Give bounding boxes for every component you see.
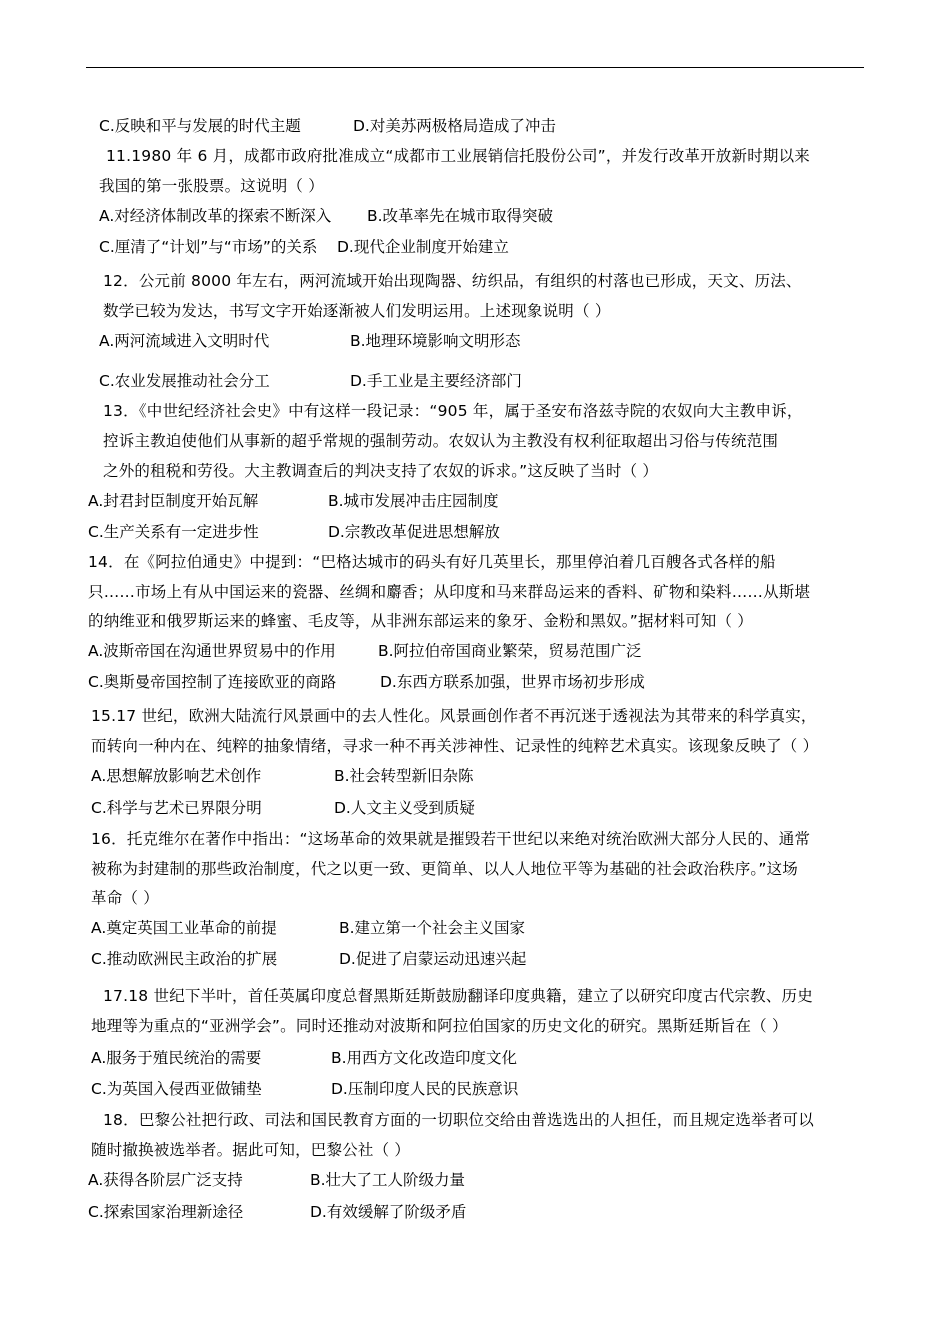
question-12-stem-line-2: 数学已较为发达，书写文字开始逐渐被人们发明运用。上述现象说明（ ）	[103, 302, 611, 320]
question-16-stem-line-1: 16．托克维尔在著作中指出：“这场革命的效果就是摧毁若干世纪以来绝对统治欧洲大部分人民的、通常	[91, 830, 811, 848]
option-b: B.壮大了工人阶级力量	[310, 1171, 466, 1189]
option-b: B.改革率先在城市取得突破	[367, 207, 554, 225]
question-14-stem-line-2: 只……市场上有从中国运来的瓷器、丝绸和麝香；从印度和马来群岛运来的香料、矿物和染料……从斯堪	[88, 583, 811, 601]
option-a: A.封君封臣制度开始瓦解	[88, 492, 259, 510]
option-b: B.阿拉伯帝国商业繁荣，贸易范围广泛	[378, 642, 642, 660]
option-c: C.奥斯曼帝国控制了连接欧亚的商路	[88, 673, 337, 691]
question-13-stem-line-3: 之外的租税和劳役。大主教调查后的判决支持了农奴的诉求。”这反映了当时（ ）	[103, 462, 659, 480]
question-11-stem-line-1: 11.1980 年 6 月，成都市政府批准成立“成都市工业展销信托股份公司”，并发行改革开放新时期以来	[106, 147, 811, 165]
question-14-stem-line-3: 的纳维亚和俄罗斯运来的蜂蜜、毛皮等，从非洲东部运来的象牙、金粉和黑奴。”据材料可知（ ）	[88, 612, 754, 630]
option-a: A.两河流域进入文明时代	[99, 332, 270, 350]
question-14-stem-line-1: 14．在《阿拉伯通史》中提到：“巴格达城市的码头有好几英里长，那里停泊着几百艘各式各样的船	[88, 553, 776, 571]
option-d: D.人文主义受到质疑	[334, 799, 475, 817]
option-d: D.压制印度人民的民族意识	[331, 1080, 519, 1098]
question-17-stem-line-1: 17.18 世纪下半叶，首任英属印度总督黑斯廷斯鼓励翻译印度典籍，建立了以研究印度古代宗教、历史	[103, 987, 813, 1005]
question-17-stem-line-2: 地理等为重点的“亚洲学会”。同时还推动对波斯和阿拉伯国家的历史文化的研究。黑斯廷斯旨在（ ）	[91, 1017, 788, 1035]
question-12-stem-line-1: 12．公元前 8000 年左右，两河流域开始出现陶器、纺织品，有组织的村落也已形成，天文、历法、	[103, 272, 802, 290]
option-d: D.对美苏两极格局造成了冲击	[353, 117, 556, 135]
question-16-stem-line-3: 革命（ ）	[91, 889, 159, 907]
option-d: D.现代企业制度开始建立	[337, 238, 509, 256]
question-18-stem-line-2: 随时撤换被选举者。据此可知，巴黎公社（ ）	[91, 1141, 411, 1159]
option-b: B.城市发展冲击庄园制度	[328, 492, 499, 510]
option-c: C.为英国入侵西亚做铺垫	[91, 1080, 262, 1098]
option-b: B.用西方文化改造印度文化	[331, 1049, 518, 1067]
option-d: D.宗教改革促进思想解放	[328, 523, 500, 541]
option-b: B.建立第一个社会主义国家	[339, 919, 526, 937]
option-a: A.服务于殖民统治的需要	[91, 1049, 262, 1067]
question-15-stem-line-2: 而转向一种内在、纯粹的抽象情绪，寻求一种不再关涉神性、记录性的纯粹艺术真实。该现象反映了（ ）	[91, 737, 819, 755]
option-d: D.手工业是主要经济部门	[350, 372, 522, 390]
option-c: C.生产关系有一定进步性	[88, 523, 259, 541]
option-a: A.思想解放影响艺术创作	[91, 767, 262, 785]
question-11-stem-line-2: 我国的第一张股票。这说明（ ）	[99, 177, 324, 195]
option-b: B.社会转型新旧杂陈	[334, 767, 474, 785]
option-a: A.对经济体制改革的探索不断深入	[99, 207, 332, 225]
option-d: D.东西方联系加强，世界市场初步形成	[380, 673, 645, 691]
option-c: C.推动欧洲民主政治的扩展	[91, 950, 278, 968]
option-a: A.波斯帝国在沟通世界贸易中的作用	[88, 642, 336, 660]
option-d: D.有效缓解了阶级矛盾	[310, 1203, 467, 1221]
header-rule	[86, 67, 864, 68]
question-16-stem-line-2: 被称为封建制的那些政治制度，代之以更一致、更简单、以人人地位平等为基础的社会政治秩序。”这场	[91, 860, 798, 878]
question-13-stem-line-1: 13．《中世纪经济社会史》中有这样一段记录：“905 年，属于圣安布洛兹寺院的农奴向大主教申诉，	[103, 402, 803, 420]
option-c: C.探索国家治理新途径	[88, 1203, 244, 1221]
option-a: A.获得各阶层广泛支持	[88, 1171, 243, 1189]
option-b: B.地理环境影响文明形态	[350, 332, 521, 350]
option-c: C.厘清了“计划”与“市场”的关系	[99, 238, 318, 256]
option-d: D.促进了启蒙运动迅速兴起	[339, 950, 527, 968]
question-15-stem-line-1: 15.17 世纪，欧洲大陆流行风景画中的去人性化。风景画创作者不再沉迷于透视法为其带来的科学真实，	[91, 707, 817, 725]
question-18-stem-line-1: 18．巴黎公社把行政、司法和国民教育方面的一切职位交给由普选选出的人担任，而且规定选举者可以	[103, 1111, 814, 1129]
option-c: C.科学与艺术已界限分明	[91, 799, 262, 817]
question-13-stem-line-2: 控诉主教迫使他们从事新的超乎常规的强制劳动。农奴认为主教没有权利征取超出习俗与传统范围	[103, 432, 779, 450]
option-c: C.反映和平与发展的时代主题	[99, 117, 301, 135]
option-c: C.农业发展推动社会分工	[99, 372, 270, 390]
option-a: A.奠定英国工业革命的前提	[91, 919, 277, 937]
